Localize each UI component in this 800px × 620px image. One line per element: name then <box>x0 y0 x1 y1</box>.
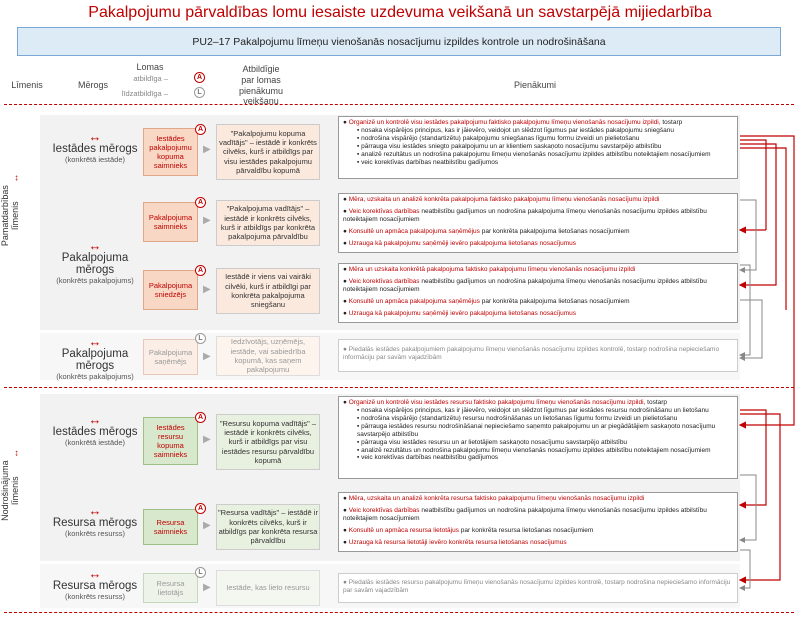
role-5-responsible-badge: A <box>195 412 206 423</box>
scope-resource: ↔ Resursa mērogs (konkrēts resurss) <box>52 503 138 538</box>
role-resource-portfolio-owner: Iestādes resursu kopuma saimnieks <box>143 417 198 465</box>
role-resource-owner: Resursa saimnieks <box>143 509 198 545</box>
role-7-arrow-icon: ▶ <box>203 582 211 593</box>
role-6-arrow-icon: ▶ <box>203 520 211 531</box>
duties-resource-portfolio-owner: ● Organizē un kontrolē visu iestādes resursu faktisko pakalpojumu līmeņu vienošanās nosacījumu izpildi, tostarp ▪ nosaka vispārējos principus, kas ir jāievēro, veidojot un slēdzot līgumus par iestādes resursu nodrošināšanu un lietošanu ▪ nodrošina vispārējo (standartizētu) resursu nodrošināšanas un lietošanas līgumu formu izveidi un pielietošanu ▪ pārrauga iestādes resursu nodrošināšanai nepieciešamo saņemto pakalpojumu un ar piegādātājiem saskaņoto nosacījumu savstarpējo atbilstību ▪ pārrauga visu iestādes resursu un ar lietotājiem saskaņoto nosacījumu savstarpējo atbilstību ▪ analizē rezultātus un nodrošina pakalpojumu līmeņu vienošanās nosacījumu izpildes atbilstību noteiktajiem nosacījumiem ▪ veic korektīvas darbības neatbilstību gadījumos <box>338 396 738 479</box>
role-3-arrow-icon: ▶ <box>203 284 211 295</box>
level-upper: Pamatdarbības līmenis ↔ <box>0 173 20 247</box>
duties-service-provider: ● Mēra un uzskaita konkrētā pakalpojuma faktisko pakalpojumu līmeņu vienošanās nosacījumu izpildi ● Veic korektīvas darbības neatbilstību gadījumos un nodrošina pakalpojuma līmeņu vienošanās nosacījumu izpildes atbilstību noteiktajiem nosacījumiem ● Konsultē un apmāca pakalpojuma saņēmējus par konkrēta pakalpojuma lietošanas nosacījumiem ● Uzrauga kā pakalpojumu saņēmēji ievēro pakalpojuma lietošanas nosacījumus <box>338 263 738 323</box>
role-3-responsible-badge: A <box>195 265 206 276</box>
role-1-arrow-icon: ▶ <box>203 144 211 155</box>
role-4-desc: Iedzīvotājs, uzņēmējs, iestāde, vai sabiedrība kopumā, kas saņem pakalpojumu <box>216 336 320 376</box>
role-7-co-responsible-badge: L <box>195 567 206 578</box>
role-6-responsible-badge: A <box>195 503 206 514</box>
duties-portfolio-owner: ● Organizē un kontrolē visu iestādes pakalpojumu faktisko pakalpojumu līmeņu vienošanās nosacījumu izpildi, tostarp ▪ nosaka vispārējos principus, kas ir jāievēro, veidojot un slēdzot līgumus par iestādes pakalpojumu sniegšanu ▪ nodrošina vispārējo (standartizētu) pakalpojumu sniegšanas līgumu formu izveidi un pielietošanu ▪ pārrauga visu iestādes sniegto pakalpojumu un ar klientiem saskaņoto nosacījumu savstarpējo atbilstību ▪ analizē rezultātus un nodrošina pakalpojumu līmeņu vienošanās nosacījumu izpildes atbilstību noteiktajiem nosacījumiem ▪ veic korektīvas darbības neatbilstību gadījumos <box>338 116 738 179</box>
legend-l-badge: L <box>194 87 205 98</box>
role-5-arrow-icon: ▶ <box>203 434 211 445</box>
duties-service-recipient: ● Piedalās iestādes pakalpojumiem pakalpojumu līmeņu vienošanās nosacījumu izpildes kontrolē, tostarp nodrošina nepieciešamo informāciju par savām vajadzībām <box>338 339 738 372</box>
separator-bottom <box>4 612 794 613</box>
role-service-owner: Pakalpojuma saimnieks <box>143 202 198 242</box>
header-lidzatbildiga: līdzatbildīga – <box>121 89 168 98</box>
role-5-desc: "Resursu kopuma vadītājs" – iestādē ir konkrēts cilvēks, kurš ir atbildīgs par visu iestādes resursu pārvaldību kopumā <box>216 414 320 470</box>
role-3-desc: Iestādē ir viens vai vairāki cilvēki, kurš ir atbildīgi par konkrēta pakalpojuma sniegšanu <box>216 268 320 314</box>
header-roles: Lomas <box>136 62 164 72</box>
duties-service-owner: ● Mēra, uzskaita un analizē konkrēta pakalpojuma faktisko pakalpojumu līmeņu vienošanās nosacījumu izpildi ● Veic korektīvas darbības neatbilstību gadījumos un nodrošina pakalpojuma līmeņu vienošanās nosacījumu izpildes atbilstību noteiktajiem nosacījumiem ● Konsultē un apmāca pakalpojuma saņēmējus par konkrēta pakalpojuma lietošanas nosacījumiem ● Uzrauga kā pakalpojumu saņēmēji ievēro pakalpojuma lietošanas nosacījumus <box>338 193 738 253</box>
scope-service-light: ↔ Pakalpojuma mērogs (konkrēts pakalpojums) <box>56 334 134 381</box>
header-level: Līmenis <box>11 80 43 90</box>
header-atbildiga: atbildīga – <box>133 74 168 83</box>
role-resource-user: Resursa lietotājs <box>143 573 198 603</box>
role-service-portfolio-owner: Iestādes pakalpojumu kopuma saimnieks <box>143 128 198 176</box>
role-2-desc: "Pakalpojuma vadītājs" – iestādē ir konkrēts cilvēks, kurš ir atbildīgs par konkrēta pakalpojuma pārvaldību <box>216 200 320 246</box>
role-4-arrow-icon: ▶ <box>203 351 211 362</box>
separator-top <box>4 104 794 105</box>
legend-a-badge: A <box>194 72 205 83</box>
level-lower: Nodrošinājuma līmenis ↔ <box>0 448 20 521</box>
scope-institution-lower: ↔ Iestādes mērogs (konkrētā iestāde) <box>52 412 138 447</box>
separator-middle <box>4 387 794 388</box>
role-4-co-responsible-badge: L <box>195 333 206 344</box>
role-1-responsible-badge: A <box>195 124 206 135</box>
scope-service-upper: ↔ Pakalpojuma mērogs (konkrēts pakalpojums) <box>56 238 134 285</box>
duties-resource-owner: ● Mēra, uzskaita un analizē konkrēta resursa faktisko pakalpojumu līmeņu vienošanās nosacījumu izpildi ● Veic korektīvas darbības neatbilstību gadījumos un nodrošina pakalpojuma līmeņu vienošanās nosacījumu izpildes atbilstību noteiktajiem nosacījumiem ● Konsultē un apmāca resursa lietotājus par konkrēta resursa lietošanas nosacījumiem ● Uzrauga kā resursa lietotāji ievēro konkrēta resursa lietošanas nosacījumus <box>338 492 738 552</box>
role-7-desc: Iestāde, kas lieto resursu <box>216 570 320 606</box>
role-2-arrow-icon: ▶ <box>203 215 211 226</box>
header-duties: Pienākumi <box>513 80 557 90</box>
scope-resource-light: ↔ Resursa mērogs (konkrēts resurss) <box>52 566 138 601</box>
diagram-title: Pakalpojumu pārvaldības lomu iesaiste uzdevuma veikšanā un savstarpējā mijiedarbība <box>88 4 712 21</box>
role-service-provider: Pakalpojuma sniedzējs <box>143 270 198 310</box>
role-2-responsible-badge: A <box>195 197 206 208</box>
interaction-connectors <box>736 110 798 610</box>
process-subtitle: PU2–17 Pakalpojumu līmeņu vienošanās nosacījumu izpildes kontrole un nodrošināšana <box>17 27 781 56</box>
scope-institution-upper: ↔ Iestādes mērogs (konkrētā iestāde) <box>52 129 138 164</box>
role-service-recipient: Pakalpojuma saņēmējs <box>143 339 198 375</box>
role-1-desc: "Pakalpojumu kopuma vadītājs" – iestādē ir konkrēts cilvēks, kurš ir atbildīgs par visu iestādes pakalpojumu pārvaldību kopumā <box>216 124 320 180</box>
header-scope: Mērogs <box>77 80 108 90</box>
header-desc: Atbildīgie par lomas pienākumu veikšanu <box>238 64 284 107</box>
duties-resource-user: ● Piedalās iestādes resursu pakalpojumu līmeņu vienošanās nosacījumu izpildes kontrolē, tostarp nodrošina nepieciešamo informāciju par savām vajadzībām <box>338 573 738 603</box>
role-6-desc: "Resursa vadītājs" – iestādē ir konkrēts cilvēks, kurš ir atbildīgs par konkrēta resursa pārvaldību <box>216 504 320 550</box>
